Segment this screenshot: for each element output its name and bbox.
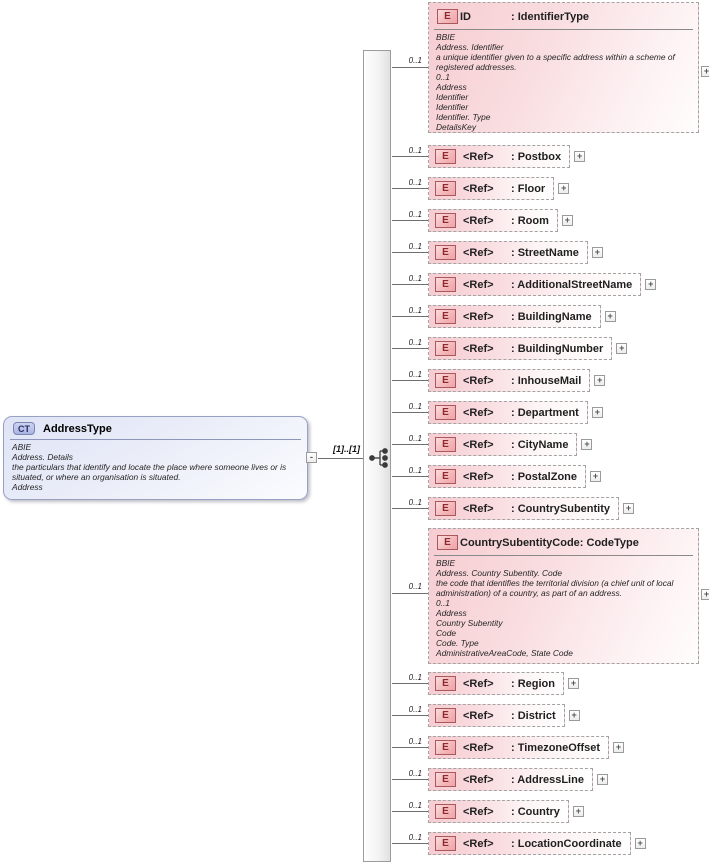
- divider: [434, 555, 693, 556]
- connector-line: [392, 316, 428, 317]
- element-type: : District: [511, 709, 556, 722]
- connector-line: [392, 380, 428, 381]
- annotation-line: Code. Type: [436, 638, 479, 648]
- element-type: : Postbox: [511, 150, 562, 163]
- connector-line: [318, 458, 363, 459]
- element-buildingname-box[interactable]: [428, 305, 601, 328]
- connector-line: [392, 348, 428, 349]
- expand-icon[interactable]: +: [645, 279, 656, 290]
- annotation-line: the particulars that identify and locate the place where someone lives or is: [12, 462, 287, 472]
- annotation-line: DetailsKey: [436, 122, 477, 132]
- element-icon: E: [435, 437, 456, 452]
- annotation-line: ABIE: [12, 442, 32, 452]
- element-name: CountrySubentityCode: [460, 536, 580, 549]
- annotation-line: BBIE: [436, 558, 456, 568]
- element-row: [392, 465, 601, 488]
- connector-line: [392, 779, 428, 780]
- element-name: <Ref>: [463, 182, 494, 195]
- annotation-line: a unique identifier given to a specific address within a scheme of: [436, 52, 675, 62]
- element-icon: E: [435, 149, 456, 164]
- element-icon: E: [435, 708, 456, 723]
- complex-type-header: [4, 417, 307, 435]
- annotation-line: 0..1: [436, 598, 450, 608]
- annotation-line: Address: [436, 82, 467, 92]
- complex-type-title: AddressType: [43, 422, 112, 435]
- element-department-box[interactable]: [428, 401, 588, 424]
- element-row: [392, 369, 605, 392]
- element-district-box[interactable]: [428, 704, 565, 727]
- expand-icon[interactable]: +: [701, 66, 709, 77]
- annotation-line: the code that identifies the territorial division (a chief unit of local: [436, 578, 674, 588]
- element-name: <Ref>: [463, 214, 494, 227]
- element-type: : BuildingNumber: [511, 342, 604, 355]
- element-icon: E: [435, 245, 456, 260]
- annotation-line: Address. Country Subentity. Code: [436, 568, 563, 578]
- expand-icon[interactable]: +: [592, 407, 603, 418]
- cardinality-label: 0..1: [408, 402, 422, 411]
- element-row: [392, 704, 580, 727]
- connector-line: [392, 747, 428, 748]
- cardinality-label: 0..1: [408, 370, 422, 379]
- element-icon: E: [435, 341, 456, 356]
- element-name: <Ref>: [463, 837, 494, 850]
- element-inhousemail-box[interactable]: [428, 369, 590, 392]
- cardinality-label: 0..1: [408, 498, 422, 507]
- complex-type-icon: CT: [13, 422, 35, 435]
- expand-icon[interactable]: +: [701, 589, 709, 600]
- element-buildingnumber-box[interactable]: [428, 337, 612, 360]
- element-type: : IdentifierType: [511, 10, 590, 23]
- expand-icon[interactable]: +: [635, 838, 646, 849]
- connector-line: [392, 67, 428, 68]
- expand-icon[interactable]: +: [616, 343, 627, 354]
- element-postalzone-box[interactable]: [428, 465, 586, 488]
- connector-line: [392, 476, 428, 477]
- connector-line: [392, 156, 428, 157]
- connector-line: [392, 284, 428, 285]
- annotation-line: administration) of a country, as part of an address.: [436, 588, 623, 598]
- element-type: : StreetName: [511, 246, 579, 259]
- cardinality-label: 0..1: [408, 833, 422, 842]
- element-row: [392, 305, 616, 328]
- cardinality-label: 0..1: [408, 801, 422, 810]
- expand-icon[interactable]: +: [574, 151, 585, 162]
- element-row: [392, 145, 585, 168]
- expand-icon[interactable]: +: [590, 471, 601, 482]
- element-name: <Ref>: [463, 342, 494, 355]
- expand-icon[interactable]: +: [562, 215, 573, 226]
- element-row: [392, 736, 624, 759]
- element-name: <Ref>: [463, 709, 494, 722]
- sequence-compositor-icon[interactable]: [366, 448, 390, 468]
- cardinality-label: 0..1: [408, 210, 422, 219]
- element-type: : Department: [511, 406, 579, 419]
- element-streetname-box[interactable]: [428, 241, 588, 264]
- element-type: : CityName: [511, 438, 569, 451]
- element-header: [429, 3, 698, 24]
- element-icon: E: [435, 373, 456, 388]
- connector-line: [392, 715, 428, 716]
- element-icon: E: [435, 740, 456, 755]
- element-type: : PostalZone: [511, 470, 578, 483]
- cardinality-label: 0..1: [408, 146, 422, 155]
- element-name: <Ref>: [463, 470, 494, 483]
- expand-icon[interactable]: +: [594, 375, 605, 386]
- annotation-line: 0..1: [436, 72, 450, 82]
- annotation-line: Address: [436, 608, 467, 618]
- element-row: [392, 177, 569, 200]
- cardinality-label: 0..1: [408, 306, 422, 315]
- element-icon: E: [435, 181, 456, 196]
- expand-icon[interactable]: +: [558, 183, 569, 194]
- element-icon: E: [435, 277, 456, 292]
- cardinality-label: 0..1: [408, 705, 422, 714]
- element-timezoneoffset-box[interactable]: [428, 736, 609, 759]
- element-name: <Ref>: [463, 677, 494, 690]
- annotation-line: Address: [12, 482, 43, 492]
- connector-line: [392, 412, 428, 413]
- annotation-line: situated, or where an organisation is situated.: [12, 472, 181, 482]
- element-icon: E: [435, 676, 456, 691]
- cardinality-label: 0..1: [408, 338, 422, 347]
- element-type: : LocationCoordinate: [511, 837, 622, 850]
- cardinality-label: 0..1: [408, 769, 422, 778]
- element-row: [392, 832, 646, 855]
- element-type: : Room: [511, 214, 549, 227]
- connector-line: [392, 252, 428, 253]
- element-name: <Ref>: [463, 741, 494, 754]
- element-type: : CodeType: [579, 536, 639, 549]
- collapse-icon[interactable]: -: [306, 452, 317, 463]
- element-region-box[interactable]: [428, 672, 564, 695]
- element-icon: E: [435, 836, 456, 851]
- annotation-line: AdministrativeAreaCode, State Code: [436, 648, 573, 658]
- element-row: [392, 337, 627, 360]
- element-icon: E: [435, 309, 456, 324]
- annotation-line: Identifier: [436, 102, 469, 112]
- annotation-line: Country Subentity: [436, 618, 503, 628]
- element-row: [392, 800, 584, 823]
- element-row: [392, 768, 608, 791]
- element-row: [392, 241, 603, 264]
- annotation-line: Code: [436, 628, 457, 638]
- expand-icon[interactable]: +: [623, 503, 634, 514]
- element-type: : AddressLine: [511, 773, 584, 786]
- element-icon: E: [435, 804, 456, 819]
- element-name: <Ref>: [463, 278, 494, 291]
- annotation-line: registered addresses.: [436, 62, 517, 72]
- element-name: ID: [460, 10, 471, 23]
- element-name: <Ref>: [463, 310, 494, 323]
- annotation-line: Address. Identifier: [436, 42, 504, 52]
- element-name: <Ref>: [463, 406, 494, 419]
- cardinality-label: 0..1: [408, 673, 422, 682]
- element-type: : Region: [511, 677, 555, 690]
- divider: [10, 439, 301, 440]
- element-countrysubentity-box[interactable]: [428, 497, 619, 520]
- element-type: : CountrySubentity: [511, 502, 610, 515]
- element-type: : InhouseMail: [511, 374, 582, 387]
- connector-line: [392, 220, 428, 221]
- element-icon: E: [435, 772, 456, 787]
- cardinality-label: 0..1: [408, 178, 422, 187]
- element-name: <Ref>: [463, 374, 494, 387]
- element-type: : BuildingName: [511, 310, 592, 323]
- element-room-box[interactable]: [428, 209, 558, 232]
- element-id-box[interactable]: [428, 2, 699, 133]
- element-icon: E: [435, 469, 456, 484]
- element-floor-box[interactable]: [428, 177, 554, 200]
- expand-icon[interactable]: +: [597, 774, 608, 785]
- element-additionalstreetname-box[interactable]: [428, 273, 641, 296]
- connector-line: [392, 683, 428, 684]
- element-postbox-box[interactable]: [428, 145, 570, 168]
- element-row: [392, 401, 603, 424]
- element-row: [392, 497, 634, 520]
- connector-line: [392, 188, 428, 189]
- element-type: : Floor: [511, 182, 546, 195]
- expand-icon[interactable]: +: [613, 742, 624, 753]
- expand-icon[interactable]: +: [568, 678, 579, 689]
- element-row: [392, 273, 656, 296]
- annotation-line: Identifier: [436, 92, 469, 102]
- element-name: <Ref>: [463, 150, 494, 163]
- connector-line: [392, 593, 428, 594]
- element-row: [392, 672, 579, 695]
- element-type: : TimezoneOffset: [511, 741, 601, 754]
- element-row: [392, 433, 592, 456]
- expand-icon[interactable]: +: [605, 311, 616, 322]
- element-name: <Ref>: [463, 246, 494, 259]
- expand-icon[interactable]: +: [581, 439, 592, 450]
- connector-line: [392, 444, 428, 445]
- expand-icon[interactable]: +: [569, 710, 580, 721]
- element-cityname-box[interactable]: [428, 433, 577, 456]
- element-name: <Ref>: [463, 773, 494, 786]
- cardinality-label: 0..1: [408, 582, 422, 591]
- annotation-line: Address. Details: [12, 452, 73, 462]
- element-name: <Ref>: [463, 438, 494, 451]
- element-header: [429, 529, 698, 550]
- annotation-line: BBIE: [436, 32, 456, 42]
- cardinality-label: 0..1: [408, 274, 422, 283]
- element-type: : AdditionalStreetName: [511, 278, 633, 291]
- cardinality-label: 0..1: [408, 242, 422, 251]
- element-icon: E: [435, 213, 456, 228]
- element-countrysubentitycode-box[interactable]: [428, 528, 699, 664]
- element-icon: E: [437, 9, 458, 24]
- element-locationcoordinate-box[interactable]: [428, 832, 631, 855]
- expand-icon[interactable]: +: [573, 806, 584, 817]
- cardinality-label: 0..1: [408, 434, 422, 443]
- element-addressline-box[interactable]: [428, 768, 593, 791]
- connector-line: [392, 843, 428, 844]
- cardinality-label: 0..1: [408, 737, 422, 746]
- cardinality-label: [1]..[1]: [333, 444, 360, 454]
- divider: [434, 29, 693, 30]
- expand-icon[interactable]: +: [592, 247, 603, 258]
- cardinality-label: 0..1: [408, 56, 422, 65]
- element-icon: E: [435, 405, 456, 420]
- element-country-box[interactable]: [428, 800, 569, 823]
- element-row: [392, 209, 573, 232]
- connector-line: [392, 508, 428, 509]
- element-name: <Ref>: [463, 502, 494, 515]
- cardinality-label: 0..1: [408, 466, 422, 475]
- element-icon: E: [435, 501, 456, 516]
- annotation-line: Identifier. Type: [436, 112, 491, 122]
- element-type: : Country: [511, 805, 560, 818]
- complex-type-addresstype-box[interactable]: [3, 416, 308, 500]
- element-name: <Ref>: [463, 805, 494, 818]
- element-icon: E: [437, 535, 458, 550]
- connector-line: [392, 811, 428, 812]
